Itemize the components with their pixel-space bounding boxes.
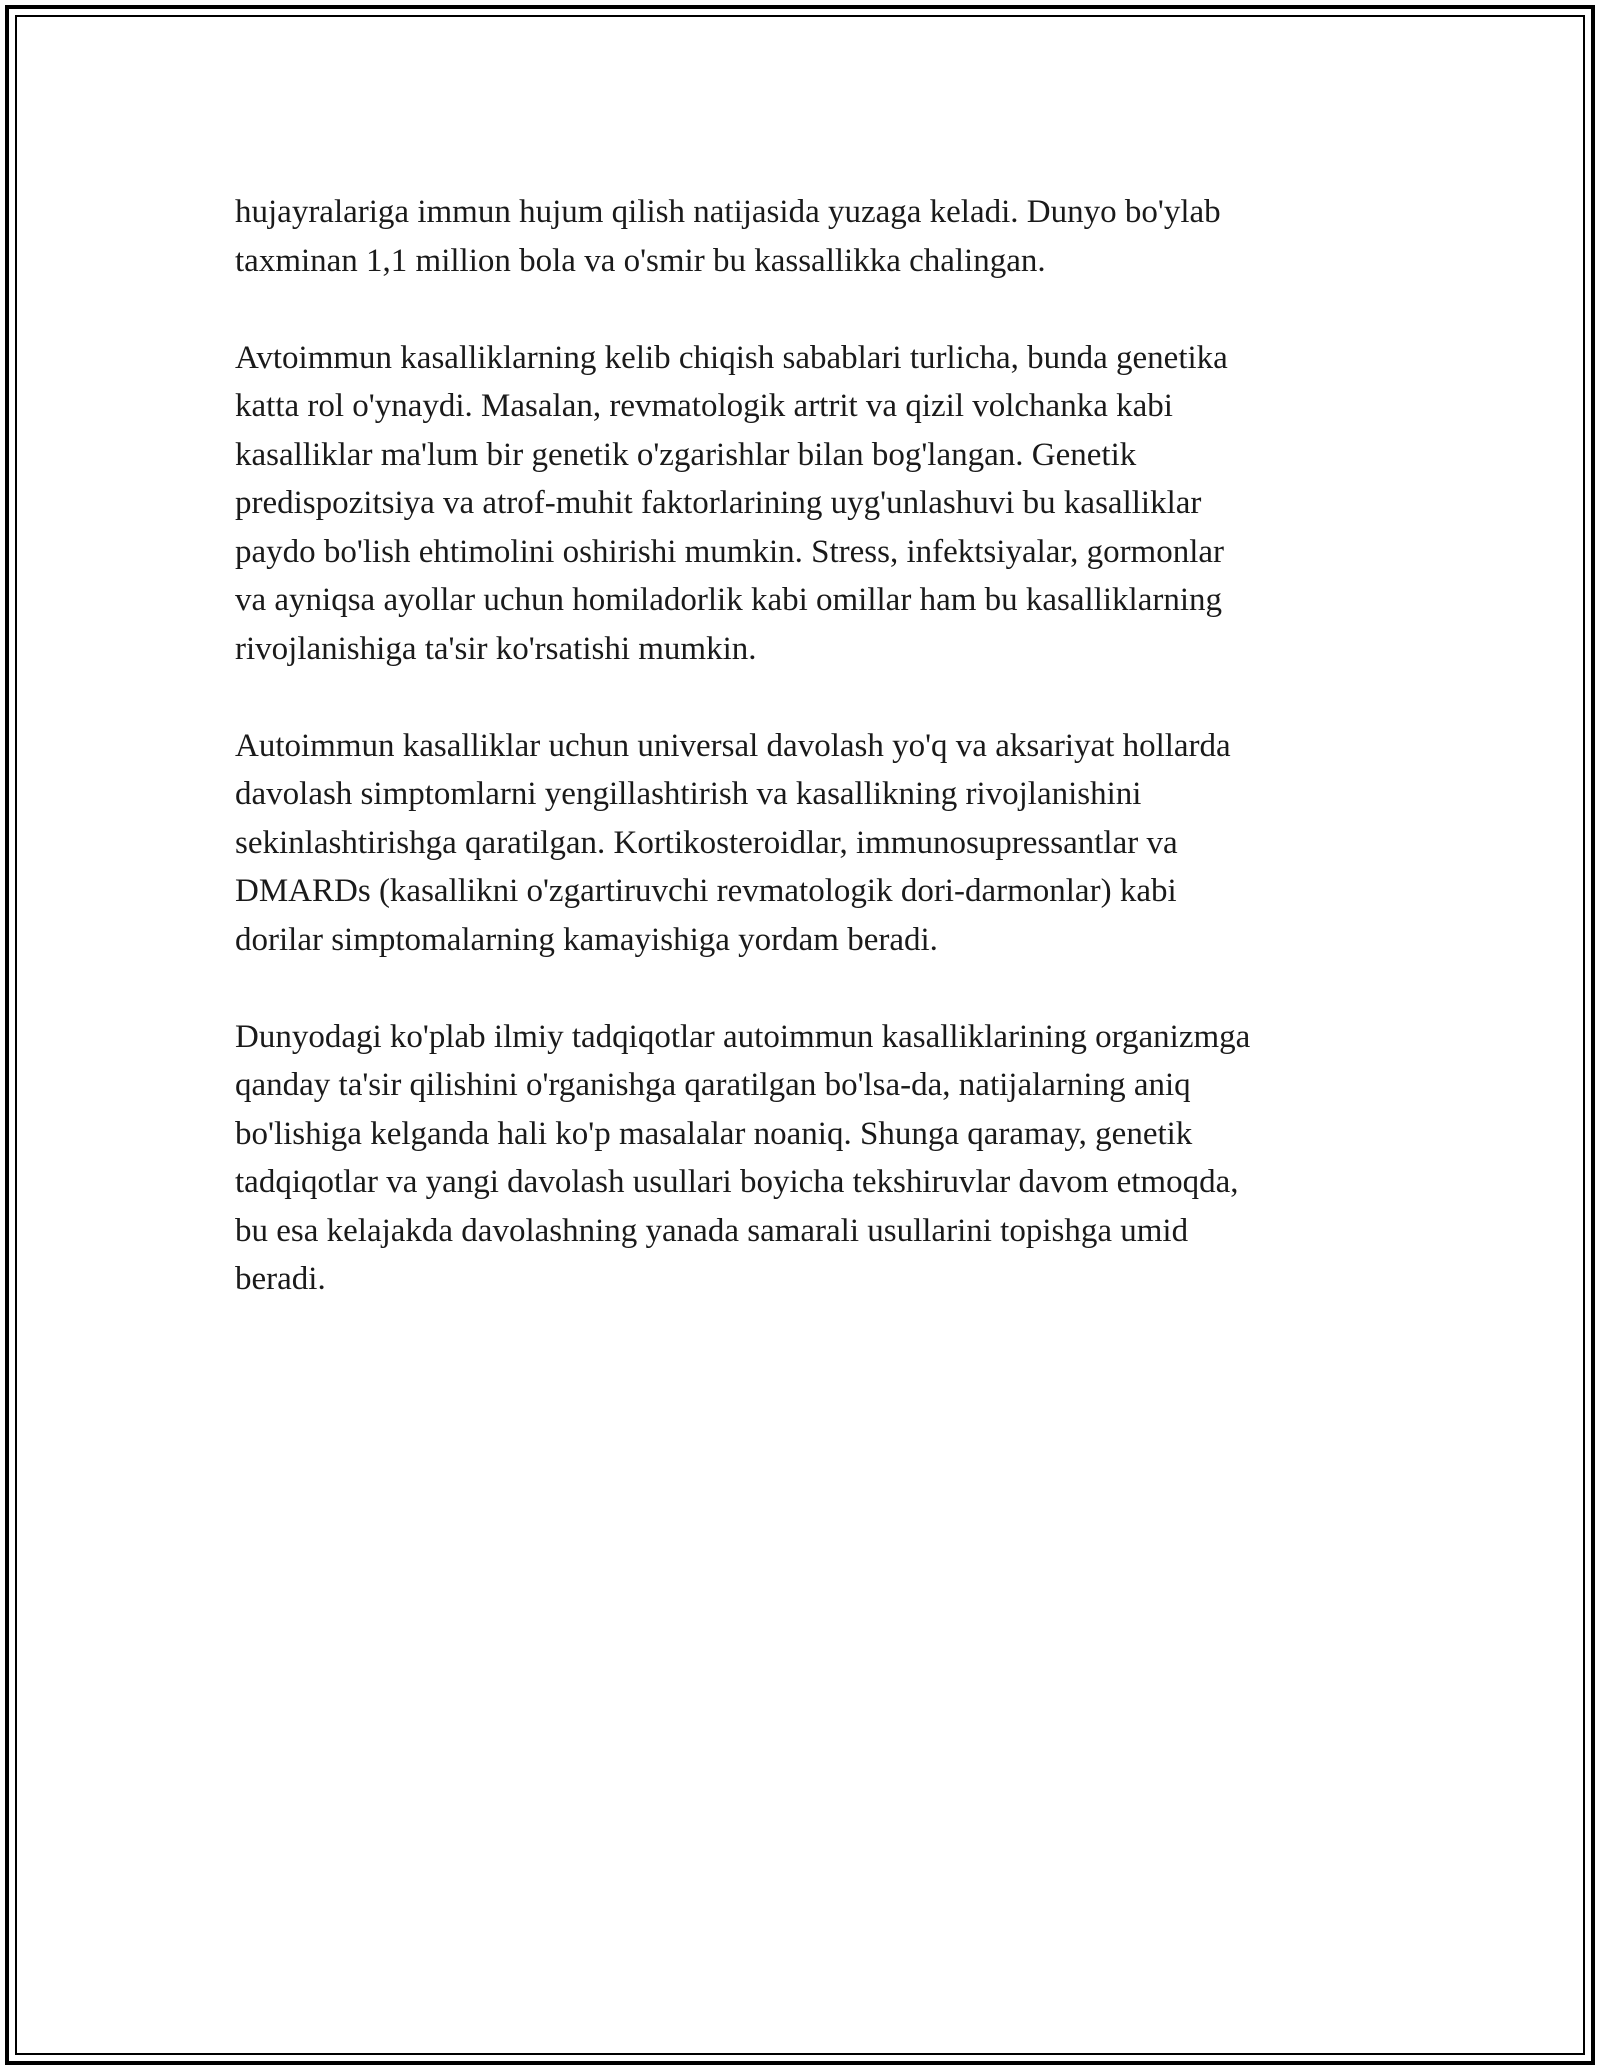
document-body [235,188,1385,1352]
paragraph-4: Dunyodagi ko'plab ilmiy tadqiqotlar autoimmun kasalliklarining organizmga qanday ta'sir qilishini o'rganishga qaratilgan bo'lsa-da, natijalarning aniq bo'lishiga kelganda hali ko'p masalalar noaniq. Shunga qaramay, genetik tadqiqotlar va yangi davolash usullari boyicha tekshiruvlar davom etmoqda, bu esa kelajakda davolashning yanada samarali usullarini topishga umid beradi. [235,1018,1251,1297]
paragraph-3: Autoimmun kasalliklar uchun universal davolash yo'q va aksariyat hollarda davolash simptomlarni yengillashtirish va kasallikning rivojlanishini sekinlashtirishga qaratilgan. Kortikosteroidlar, immunosupressantlar va DMARDs (kasallikni o'zgartiruvchi revmatologik dori-darmonlar) kabi dorilar simptomalarning kamayishiga yordam beradi. [235,727,1231,958]
paragraph-1: hujayralariga immun hujum qilish natijasida yuzaga keladi. Dunyo bo'ylab taxminan 1,1 million bola va o'smir bu kassallikka chalingan. [235,194,1221,279]
paragraph-2: Avtoimmun kasalliklarning kelib chiqish sabablari turlicha, bunda genetika katta rol o'ynaydi. Masalan, revmatologik artrit va qizil volchanka kabi kasalliklar ma'lum bir genetik o'zgarishlar bilan bog'langan. Genetik predispozitsiya va atrof-muhit faktorlarining uyg'unlashuvi bu kasalliklar paydo bo'lish ehtimolini oshirishi mumkin. Stress, infektsiyalar, gormonlar va ayniqsa ayollar uchun homiladorlik kabi omillar ham bu kasalliklarning rivojlanishiga ta'sir ko'rsatishi mumkin. [235,339,1228,667]
